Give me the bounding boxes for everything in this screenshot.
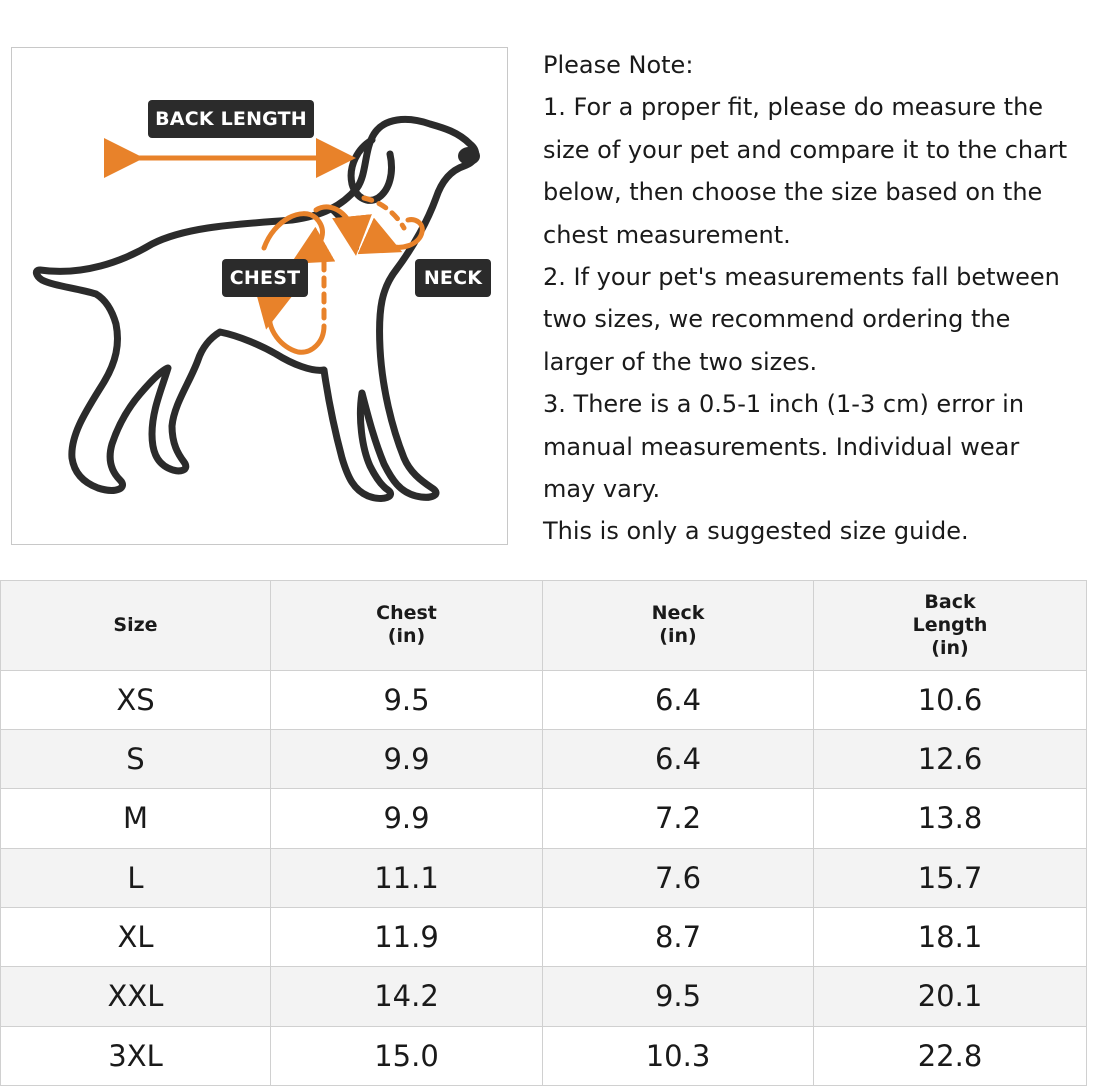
note-line: 3. There is a 0.5-1 inch (1-3 cm) error in: [543, 390, 1025, 419]
note-line: 1. For a proper fit, please do measure the: [543, 93, 1044, 122]
cell-size: XL: [1, 907, 271, 966]
cell-size: L: [1, 848, 271, 907]
header-chest: Chest (in): [271, 581, 543, 671]
note-line: This is only a suggested size guide.: [543, 517, 969, 546]
table-row: [1, 789, 1087, 848]
dog-nose: [458, 147, 480, 165]
cell-neck: 6.4: [543, 729, 814, 788]
measurement-diagram: [11, 47, 508, 545]
table-row: [1, 670, 1087, 729]
note-line: larger of the two sizes.: [543, 347, 818, 376]
chest-tag: CHEST: [222, 259, 308, 297]
cell-chest: 11.9: [271, 907, 543, 966]
cell-neck: 9.5: [543, 967, 814, 1026]
note-line: below, then choose the size based on the: [543, 178, 1043, 207]
neck-measure-loop: [316, 198, 422, 247]
note-line: chest measurement.: [543, 220, 791, 249]
cell-back-length: 20.1: [814, 967, 1087, 1026]
table-row: [1, 907, 1087, 966]
size-chart-table: [0, 580, 1087, 1086]
cell-neck: 8.7: [543, 907, 814, 966]
cell-chest: 9.9: [271, 789, 543, 848]
cell-back-length: 18.1: [814, 907, 1087, 966]
cell-chest: 9.9: [271, 729, 543, 788]
neck-tag: NECK: [415, 259, 491, 297]
note-line: size of your pet and compare it to the chart: [543, 135, 1068, 164]
cell-size: XS: [1, 670, 271, 729]
cell-back-length: 10.6: [814, 670, 1087, 729]
table-row: [1, 1026, 1087, 1085]
cell-chest: 9.5: [271, 670, 543, 729]
dog-body-outline: [36, 119, 475, 498]
notes-heading: Please Note:: [543, 51, 694, 79]
cell-neck: 6.4: [543, 670, 814, 729]
table-header-row: [1, 581, 1087, 671]
cell-chest: 11.1: [271, 848, 543, 907]
cell-back-length: 22.8: [814, 1026, 1087, 1085]
cell-neck: 7.2: [543, 789, 814, 848]
cell-neck: 7.6: [543, 848, 814, 907]
cell-neck: 10.3: [543, 1026, 814, 1085]
note-line: 2. If your pet's measurements fall between: [543, 263, 1060, 292]
header-size: Size: [1, 581, 271, 671]
cell-size: XXL: [1, 967, 271, 1026]
back-length-tag: BACK LENGTH: [148, 100, 314, 138]
cell-back-length: 12.6: [814, 729, 1087, 788]
table-row: [1, 967, 1087, 1026]
cell-back-length: 15.7: [814, 848, 1087, 907]
cell-back-length: 13.8: [814, 789, 1087, 848]
cell-size: 3XL: [1, 1026, 271, 1085]
table-row: [1, 729, 1087, 788]
size-notes: [543, 44, 1088, 553]
cell-size: M: [1, 789, 271, 848]
header-back-length: Back Length (in): [814, 581, 1087, 671]
cell-size: S: [1, 729, 271, 788]
note-line: manual measurements. Individual wear: [543, 432, 1020, 461]
table-row: [1, 848, 1087, 907]
note-line: two sizes, we recommend ordering the: [543, 305, 1011, 334]
cell-chest: 14.2: [271, 967, 543, 1026]
cell-chest: 15.0: [271, 1026, 543, 1085]
note-line: may vary.: [543, 475, 661, 504]
header-neck: Neck (in): [543, 581, 814, 671]
